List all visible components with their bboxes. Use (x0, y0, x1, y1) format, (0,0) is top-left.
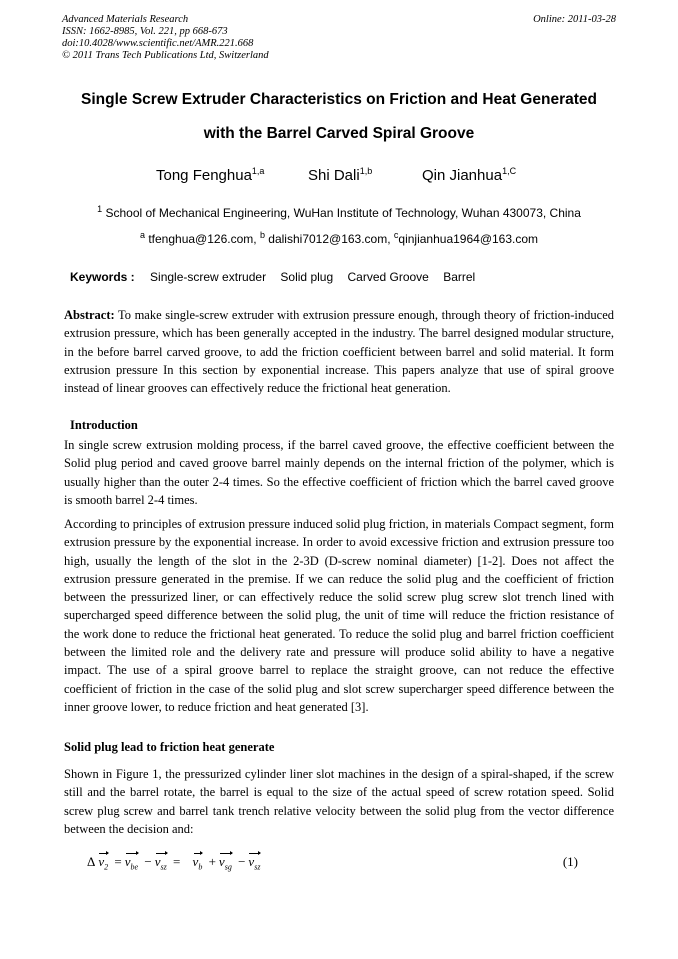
author-emails: $^a$ tfenghua@126.com, $^b$ dalishi7012@163.com, $^c$qinjianhua1964@163.com (139, 230, 539, 246)
keyword: Solid plug (280, 270, 334, 284)
email-2: dalishi7012@163.com, (268, 232, 391, 246)
author-2: Shi Dali$^{1,b}$ (308, 166, 373, 184)
section-paragraph: Shown in Figure 1, the pressurized cylinder liner slot machines in the design of a spiral-shaped, if the screw still and the barrel rotate, the barrel is equal to the size of the actual speed of screw rotation speed. Solid screw plug screw and barrel tank trench relative velocity between the solid plug from the vector difference between the decision and: (64, 767, 614, 836)
equation-number: (1) (562, 854, 578, 869)
keyword: Single-screw extruder (150, 270, 267, 284)
journal-header (62, 14, 616, 62)
paper-title-line-1: Single Screw Extruder Characteristics on Friction and Heat Generated (81, 91, 597, 108)
keyword: Barrel (443, 270, 476, 284)
email-3: qinjianhua1964@163.com (398, 232, 539, 246)
equation-1 (87, 854, 578, 876)
introduction-paragraph-1: In single screw extrusion molding process, if the barrel caved groove, the effective coefficient between the Solid plug period and caved groove barrel mainly depends on the internal friction of the polymer, which is usually higher than the outer 2-4 times. So the effective coefficient of friction which the barrel caved groove is smooth barrel 2-4 times. (64, 438, 614, 507)
keywords (70, 270, 486, 284)
author-1: Tong Fenghua$^{1,a}$ (156, 166, 265, 184)
author-list (0, 167, 678, 189)
online-date: Online: 2011-03-28 (533, 14, 616, 25)
copyright-line: © 2011 Trans Tech Publications Ltd, Switzerland (62, 50, 269, 61)
affiliation: $^1$ School of Mechanical Engineering, WuHan Institute of Technology, Wuhan 430073, China (97, 204, 581, 220)
journal-name: Advanced Materials Research (62, 14, 189, 25)
paper-title-line-2: with the Barrel Carved Spiral Groove (203, 125, 475, 142)
section-heading: Solid plug lead to friction heat generate (64, 740, 275, 754)
abstract-text: To make single-screw extruder with extrusion pressure enough, through theory of friction-induced extrusion pressure, which has been generally accepted in the industry. The barrel designed modular structure, in the before barrel carved groove, to add the friction coefficient between barrel and solid material. It form extrusion pressure In this section by exponential increase. This papers analyze that use of spiral groove instead of linear grooves can effectively reduce the frictional heat generation. (64, 308, 614, 396)
author-3: Qin Jianhua$^{1,C}$ (422, 166, 517, 184)
introduction-paragraph-2: According to principles of extrusion pressure induced solid plug friction, in materials Compact segment, form extrusion pressure by the exponential increase. In order to avoid excessive friction and extrusion pressure too high, usually the length of the slot in the 2-3D (D-screw nominal diameter) [1-2]. Does not affect the extrusion pressure generated in the premise. If we can reduce the solid plug and the coefficient of friction between the pressurized liner, or can effectively reduce the solid screw plug screw slot trench lined with supercharged speed difference between the solid plug, the unit of time will reduce the friction resistance of the work done to reduce the frictional heat generated. To reduce the solid plug and barrel friction coefficient between the limited role and the delivery rate and pressure will produce solid ability to have a negative impact. The use of a spiral groove barrel to replace the straight groove, can not reduce the effective coefficient of friction in the case of the solid plug and slot screw supercharger speed difference between the inner groove lower, to reduce friction and heat generated [3]. (64, 517, 614, 714)
issn-line: ISSN: 1662-8985, Vol. 221, pp 668-673 (62, 26, 228, 37)
abstract-label: Abstract: (64, 308, 115, 322)
introduction-heading: Introduction (70, 418, 138, 432)
keyword: Carved Groove (347, 270, 429, 284)
equation-expression: Δ $v_2 = v_{be} - v_{sz} = v_b + v_{sg} - v_{sz}$ (87, 854, 261, 872)
email-1: tfenghua@126.com, (148, 232, 257, 246)
doi-line: doi:10.4028/www.scientific.net/AMR.221.668 (62, 38, 254, 49)
keywords-label: Keywords : (70, 270, 135, 284)
abstract (64, 306, 614, 397)
